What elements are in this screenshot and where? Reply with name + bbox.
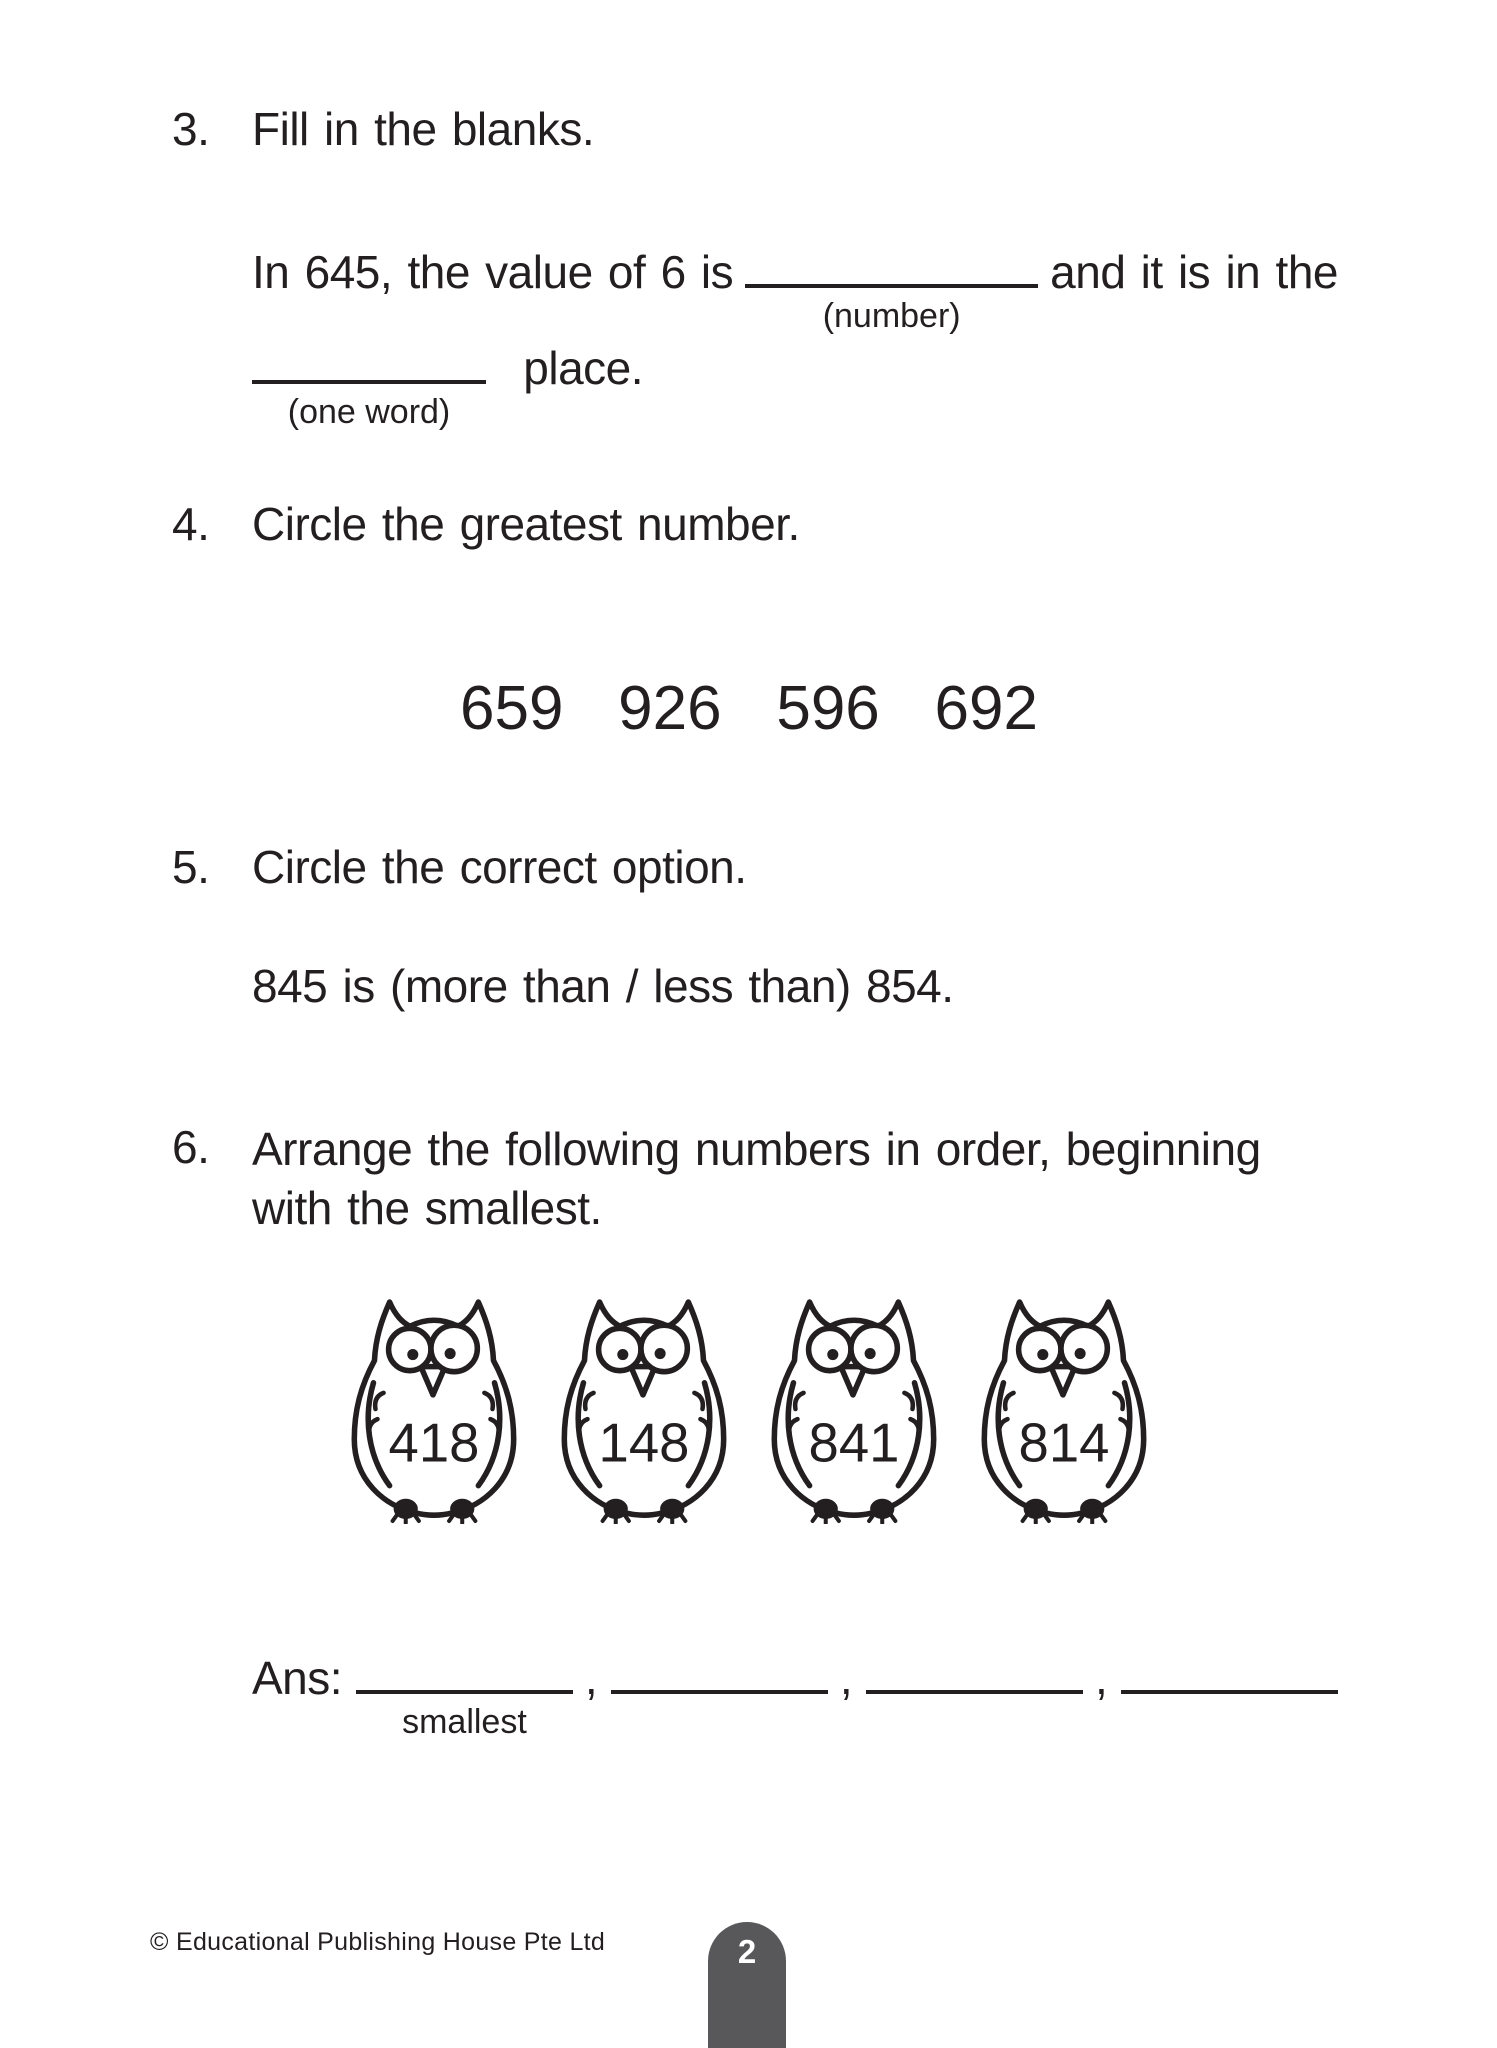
owl-number: 148 xyxy=(598,1412,690,1474)
question-3-line1-after: and it is in the xyxy=(1050,246,1338,298)
number-option: 692 xyxy=(934,674,1038,743)
answer-blank-4 xyxy=(1121,1690,1338,1694)
question-3-line2-after: place. xyxy=(523,342,644,394)
question-5 xyxy=(172,840,1344,895)
question-3-line1-before: In 645, the value of 6 is xyxy=(252,246,734,298)
answer-blank-1 xyxy=(356,1690,573,1741)
answer-blank-number xyxy=(745,284,1038,335)
owl-eye xyxy=(431,1325,477,1371)
owl-eye xyxy=(1019,1328,1061,1370)
question-3-number: 3. xyxy=(172,103,210,155)
answer-separator: , xyxy=(1094,1652,1108,1704)
owl-number: 418 xyxy=(388,1412,480,1474)
owl-eye xyxy=(1061,1325,1107,1371)
page-number: 2 xyxy=(737,1933,757,1970)
question-5-number: 5. xyxy=(172,841,210,893)
answer-hint-smallest: smallest xyxy=(402,1703,527,1741)
owl-number: 841 xyxy=(808,1412,900,1474)
owl-eye xyxy=(641,1325,687,1371)
question-3 xyxy=(172,102,1344,157)
owl-illustration xyxy=(555,1292,737,1524)
answer-blank-3 xyxy=(866,1690,1083,1694)
number-option: 926 xyxy=(618,674,722,743)
page-number-tab xyxy=(708,1922,786,2048)
question-6-prompt-line2: with the smallest. xyxy=(252,1181,602,1234)
question-4 xyxy=(172,497,1344,552)
answer-label: Ans: xyxy=(252,1652,343,1704)
answer-blank-2 xyxy=(611,1690,828,1694)
owl-illustration xyxy=(975,1292,1157,1524)
question-3-line-1 xyxy=(252,245,1338,335)
owl-illustration xyxy=(345,1292,527,1524)
answer-separator: , xyxy=(584,1652,598,1704)
question-6 xyxy=(172,1120,1344,1238)
number-option: 659 xyxy=(460,674,564,743)
question-6-number: 6. xyxy=(172,1121,210,1173)
owl-illustrations xyxy=(345,1292,1157,1524)
answer-line xyxy=(252,1651,1338,1741)
question-6-prompt-line1: Arrange the following numbers in order, beginning xyxy=(252,1123,1261,1175)
blank-hint-number: (number) xyxy=(822,297,961,335)
owl-eye xyxy=(851,1325,897,1371)
owl-illustration xyxy=(765,1292,947,1524)
question-5-statement: 845 is (more than / less than) 854. xyxy=(252,960,954,1012)
answer-separator: , xyxy=(839,1652,853,1704)
question-4-prompt: Circle the greatest number. xyxy=(252,498,800,550)
owl-eye xyxy=(599,1328,641,1370)
question-6-prompt xyxy=(252,1120,1344,1238)
question-4-number: 4. xyxy=(172,498,210,550)
owl-eye xyxy=(809,1328,851,1370)
owl-number: 814 xyxy=(1018,1412,1110,1474)
owl-eye xyxy=(389,1328,431,1370)
question-5-prompt: Circle the correct option. xyxy=(252,841,747,893)
number-option: 596 xyxy=(776,674,880,743)
number-options xyxy=(460,672,1038,746)
blank-hint-one-word: (one word) xyxy=(287,393,451,431)
answer-blank-word xyxy=(252,380,486,431)
question-3-line-2 xyxy=(252,341,644,431)
question-3-prompt: Fill in the blanks. xyxy=(252,103,595,155)
footer-copyright: © Educational Publishing House Pte Ltd xyxy=(150,1928,606,1956)
